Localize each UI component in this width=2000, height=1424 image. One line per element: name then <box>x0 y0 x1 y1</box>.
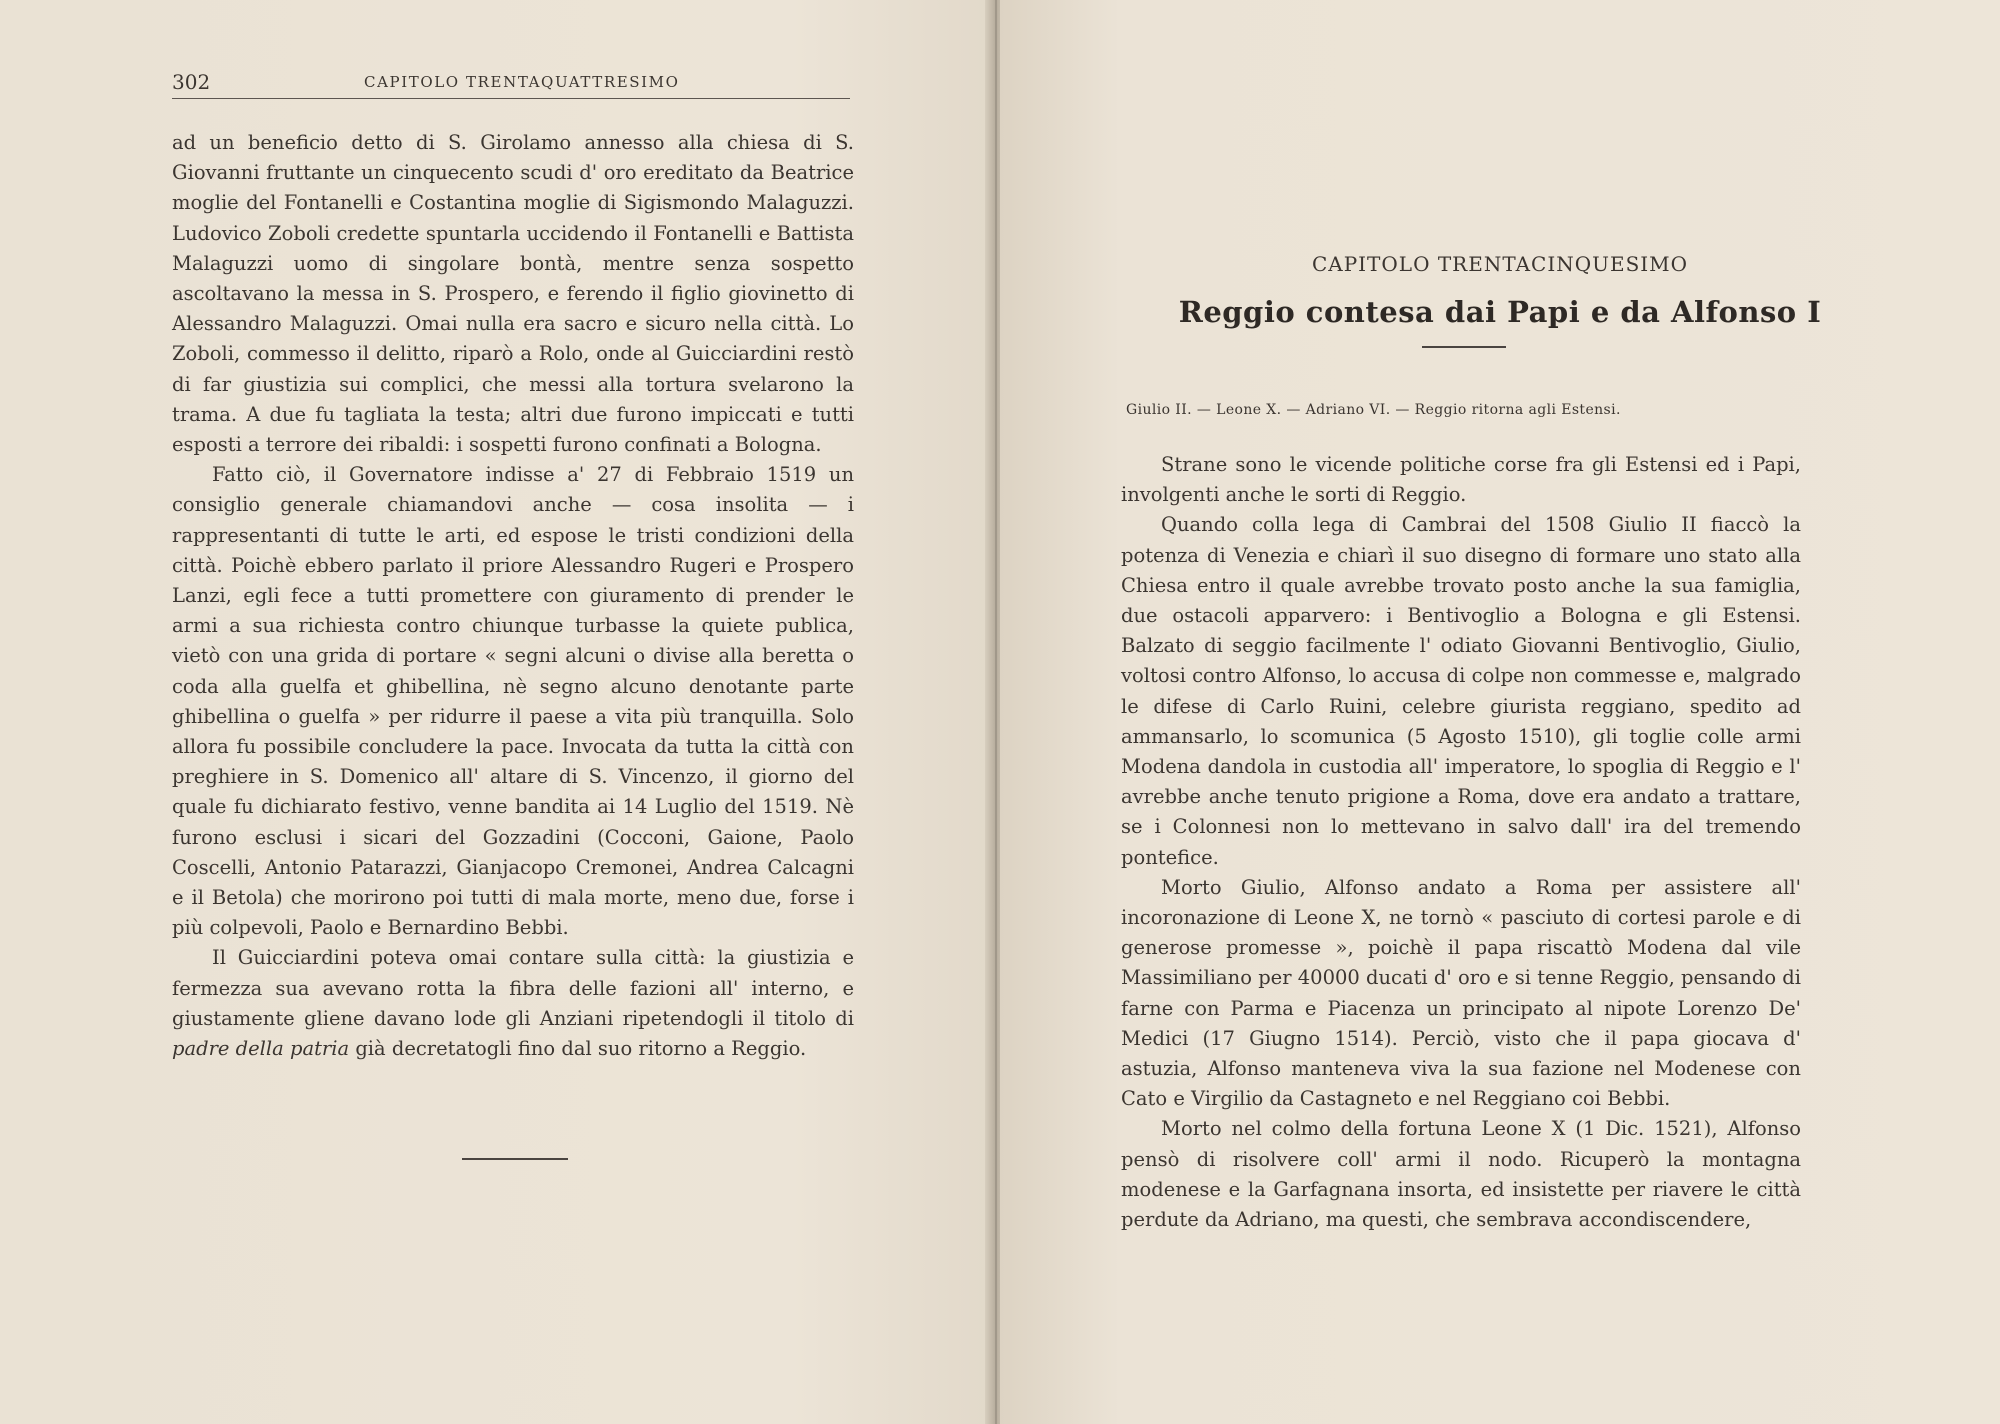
paragraph <box>172 943 854 1064</box>
paragraph: ad un beneficio detto di S. Girolamo annesso alla chiesa di S. Giovanni fruttante un cinquecento scudi d' oro ereditato da Beatrice moglie del Fontanelli e Costantina moglie di Sigismondo Malaguzzi. Ludovico Zoboli credette spuntarla uccidendo il Fontanelli e Battista Malaguzzi uomo di singolare bontà, mentre senza sospetto ascoltavano la messa in S. Prospero, e ferendo il figlio giovinetto di Alessandro Malaguzzi. Omai nulla era sacro e sicuro nella città. Lo Zoboli, commesso il delitto, riparò a Rolo, onde al Guicciardini restò di far giustizia sui complici, che messi alla tortura svelarono la trama. A due fu tagliata la testa; altri due furono impiccati e tutti esposti a terrore dei ribaldi: i sospetti furono confinati a Bologna. <box>172 131 854 457</box>
paragraph-text: Il Guicciardini poteva omai contare sulla città: la giustizia e fermezza sua avevano rotta la fibra delle fazioni all' interno, e giustamente gliene davano lode gli Anziani ripetendogli il titolo di <box>172 946 854 1030</box>
left-body-text <box>172 128 854 1064</box>
running-head <box>172 66 850 99</box>
paragraph: Quando colla lega di Cambrai del 1508 Giulio II fiaccò la potenza di Venezia e chiarì il suo disegno di formare uno stato alla Chiesa entro il quale avrebbe trovato posto anche la sua famiglia, due ostacoli apparvero: i Bentivoglio a Bologna e gli Estensi. Balzato di seggio facilmente l' odiato Giovanni Bentivoglio, Giulio, voltosi contro Alfonso, lo accusa di colpe non commesse e, malgrado le difese di Carlo Ruini, celebre giurista reggiano, spedito ad ammansarlo, lo scomunica (5 Agosto 1510), gli toglie colle armi Modena dandola in custodia all' imperatore, lo spoglia di Reggio e l' avrebbe anche tenuto prigione a Roma, dove era andato a trattare, se i Colonnesi non lo mettevano in salvo dall' ira del tremendo pontefice. <box>1121 513 1801 869</box>
paragraph: Morto Giulio, Alfonso andato a Roma per assistere all' incoronazione di Leone X, ne tornò « pasciuto di cortesi parole e di generose promesse », poichè il papa riscattò Modena dal vile Massimiliano per 40000 ducati d' oro e si tenne Reggio, pensando di farne con Parma e Piacenza un principato al nipote Lorenzo De' Medici (17 Giugno 1514). Perciò, visto che il papa giocava d' astuzia, Alfonso manteneva viva la sua fazione nel Modenese con Cato e Virgilio da Castagneto e nel Reggiano coi Bebbi. <box>1121 875 1801 1111</box>
title-rule <box>1422 346 1506 348</box>
paragraph: Fatto ciò, il Governatore indisse a' 27 di Febbraio 1519 un consiglio generale chiamandovi anche — cosa insolita — i rappresentanti di tutte le arti, ed espose le tristi condizioni della città. Poichè ebbero parlato il priore Alessandro Rugeri e Prospero Lanzi, egli fece a tutti promettere con giuramento di prender le armi a sua richiesta contro chiunque turbasse la quiete publica, vietò con una grida di portare « segni alcuni o divise alla beretta o coda alla guelfa et ghibellina, nè segno alcuno denotante parte ghibellina o guelfa » per ridurre il paese a vita più tranquilla. Solo allora fu possibile concludere la pace. Invocata da tutta la città con preghiere in S. Domenico all' altare di S. Vincenzo, il giorno del quale fu dichiarato festivo, venne bandita ai 14 Luglio del 1519. Nè furono esclusi i sicari del Gozzadini (Cocconi, Gaione, Paolo Coscelli, Antonio Patarazzi, Gianjacopo Cremonei, Andrea Calcagni e il Betola) che morirono poi tutti di mala morte, meno due, forse i più colpevoli, Paolo e Bernardino Bebbi. <box>172 463 854 940</box>
paragraph: Strane sono le vicende politiche corse fra gli Estensi ed i Papi, involgenti anche le sorti di Reggio. <box>1121 453 1801 507</box>
chapter-label: CAPITOLO TRENTACINQUESIMO <box>1311 252 1689 276</box>
chapter-title: Reggio contesa dai Papi e da Alfonso I <box>1178 295 1822 329</box>
left-page <box>0 0 990 1424</box>
right-body-text <box>1121 450 1801 1235</box>
right-page <box>1000 0 2000 1424</box>
italic-phrase: padre della patria <box>172 1037 350 1061</box>
chapter-summary: Giulio II. — Leone X. — Adriano VI. — Reggio ritorna agli Estensi. <box>1126 402 1621 418</box>
paragraph-text: già decretatogli fino dal suo ritorno a Reggio. <box>355 1037 807 1061</box>
end-rule <box>462 1158 568 1160</box>
page-number: 302 <box>172 70 211 94</box>
running-title: CAPITOLO TRENTAQUATTRESIMO <box>364 73 680 91</box>
paragraph: Morto nel colmo della fortuna Leone X (1 Dic. 1521), Alfonso pensò di risolvere coll' armi il nodo. Ricuperò la montagna modenese e la Garfagnana insorta, ed insistette per riavere le città perdute da Adriano, ma questi, che sembrava accondiscendere, <box>1121 1117 1801 1232</box>
